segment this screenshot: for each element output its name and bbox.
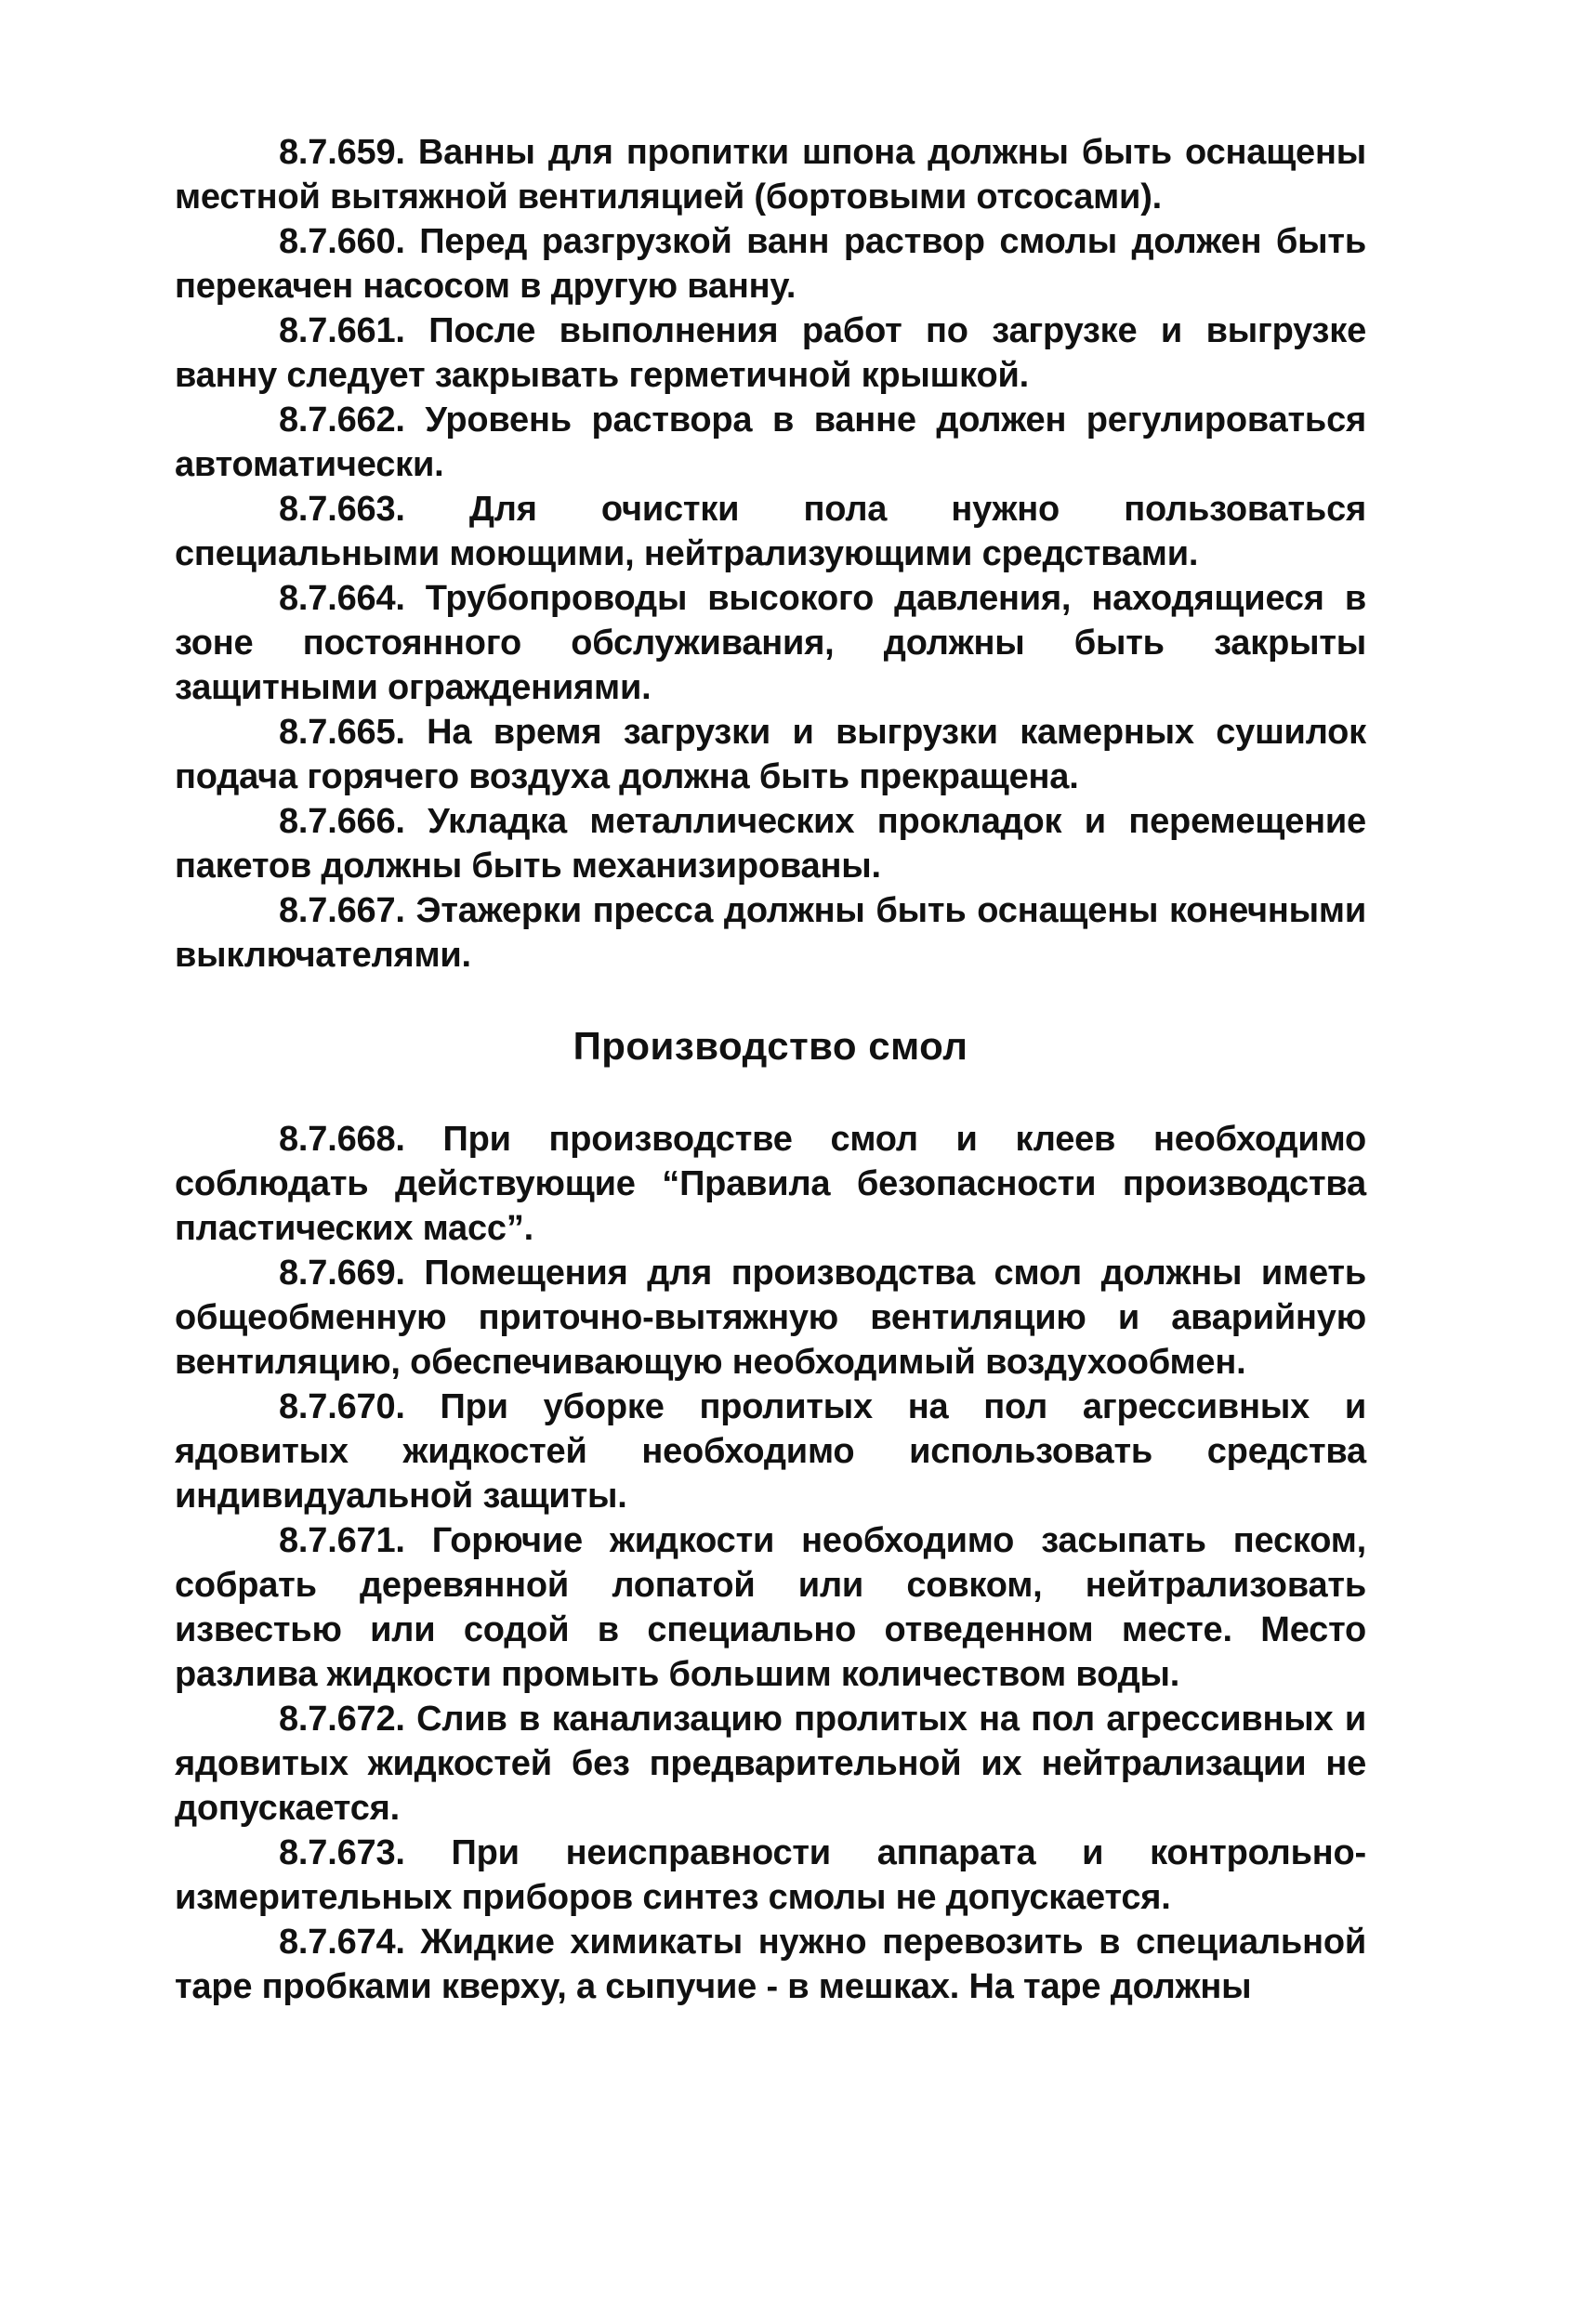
paragraph-8-7-671: 8.7.671. Горючие жидкости необходимо засыпать песком, собрать деревянной лопатой или совком, нейтрализовать известью или содой в специально отведенном месте. Место разлива жидкости промыть большим количеством воды. (175, 1521, 1366, 1694)
paragraph-8-7-673: 8.7.673. При неисправности аппарата и контрольно-измерительных приборов синтез смолы не допускается. (175, 1833, 1366, 1917)
section-intro (175, 130, 1366, 978)
paragraph-8-7-672: 8.7.672. Слив в канализацию пролитых на пол агрессивных и ядовитых жидкостей без предварительной их нейтрализации не допускается. (175, 1700, 1366, 1828)
paragraph-8-7-664: 8.7.664. Трубопроводы высокого давления, находящиеся в зоне постоянного обслуживания, должны быть закрыты защитными ограждениями. (175, 579, 1366, 707)
paragraph-8-7-660: 8.7.660. Перед разгрузкой ванн раствор смолы должен быть перекачен насосом в другую ванну. (175, 222, 1366, 306)
paragraph-8-7-661: 8.7.661. После выполнения работ по загрузке и выгрузке ванну следует закрывать герметичной крышкой. (175, 311, 1366, 395)
section-resin-production (175, 1117, 1366, 2009)
document-page (175, 130, 1366, 2009)
paragraph-8-7-667: 8.7.667. Этажерки пресса должны быть оснащены конечными выключателями. (175, 891, 1366, 975)
paragraph-8-7-668: 8.7.668. При производстве смол и клеев необходимо соблюдать действующие “Правила безопасности производства пластических масс”. (175, 1120, 1366, 1248)
paragraph-8-7-663: 8.7.663. Для очистки пола нужно пользоваться специальными моющими, нейтрализующими средствами. (175, 490, 1366, 573)
paragraph-8-7-662: 8.7.662. Уровень раствора в ванне должен регулироваться автоматически. (175, 400, 1366, 484)
section-heading: Производство смол (573, 1024, 968, 1068)
paragraph-8-7-670: 8.7.670. При уборке пролитых на пол агрессивных и ядовитых жидкостей необходимо использовать средства индивидуальной защиты. (175, 1387, 1366, 1516)
paragraph-8-7-659: 8.7.659. Ванны для пропитки шпона должны быть оснащены местной вытяжной вентиляцией (бортовыми отсосами). (175, 133, 1366, 217)
paragraph-8-7-674: 8.7.674. Жидкие химикаты нужно перевозить в специальной таре пробками кверху, а сыпучие - в мешках. На таре должны (175, 1923, 1366, 2006)
paragraph-8-7-666: 8.7.666. Укладка металлических прокладок и перемещение пакетов должны быть механизированы. (175, 802, 1366, 886)
paragraph-8-7-669: 8.7.669. Помещения для производства смол должны иметь общеобменную приточно-вытяжную вентиляцию и аварийную вентиляцию, обеспечивающую необходимый воздухообмен. (175, 1254, 1366, 1382)
paragraph-8-7-665: 8.7.665. На время загрузки и выгрузки камерных сушилок подача горячего воздуха должна быть прекращена. (175, 713, 1366, 796)
